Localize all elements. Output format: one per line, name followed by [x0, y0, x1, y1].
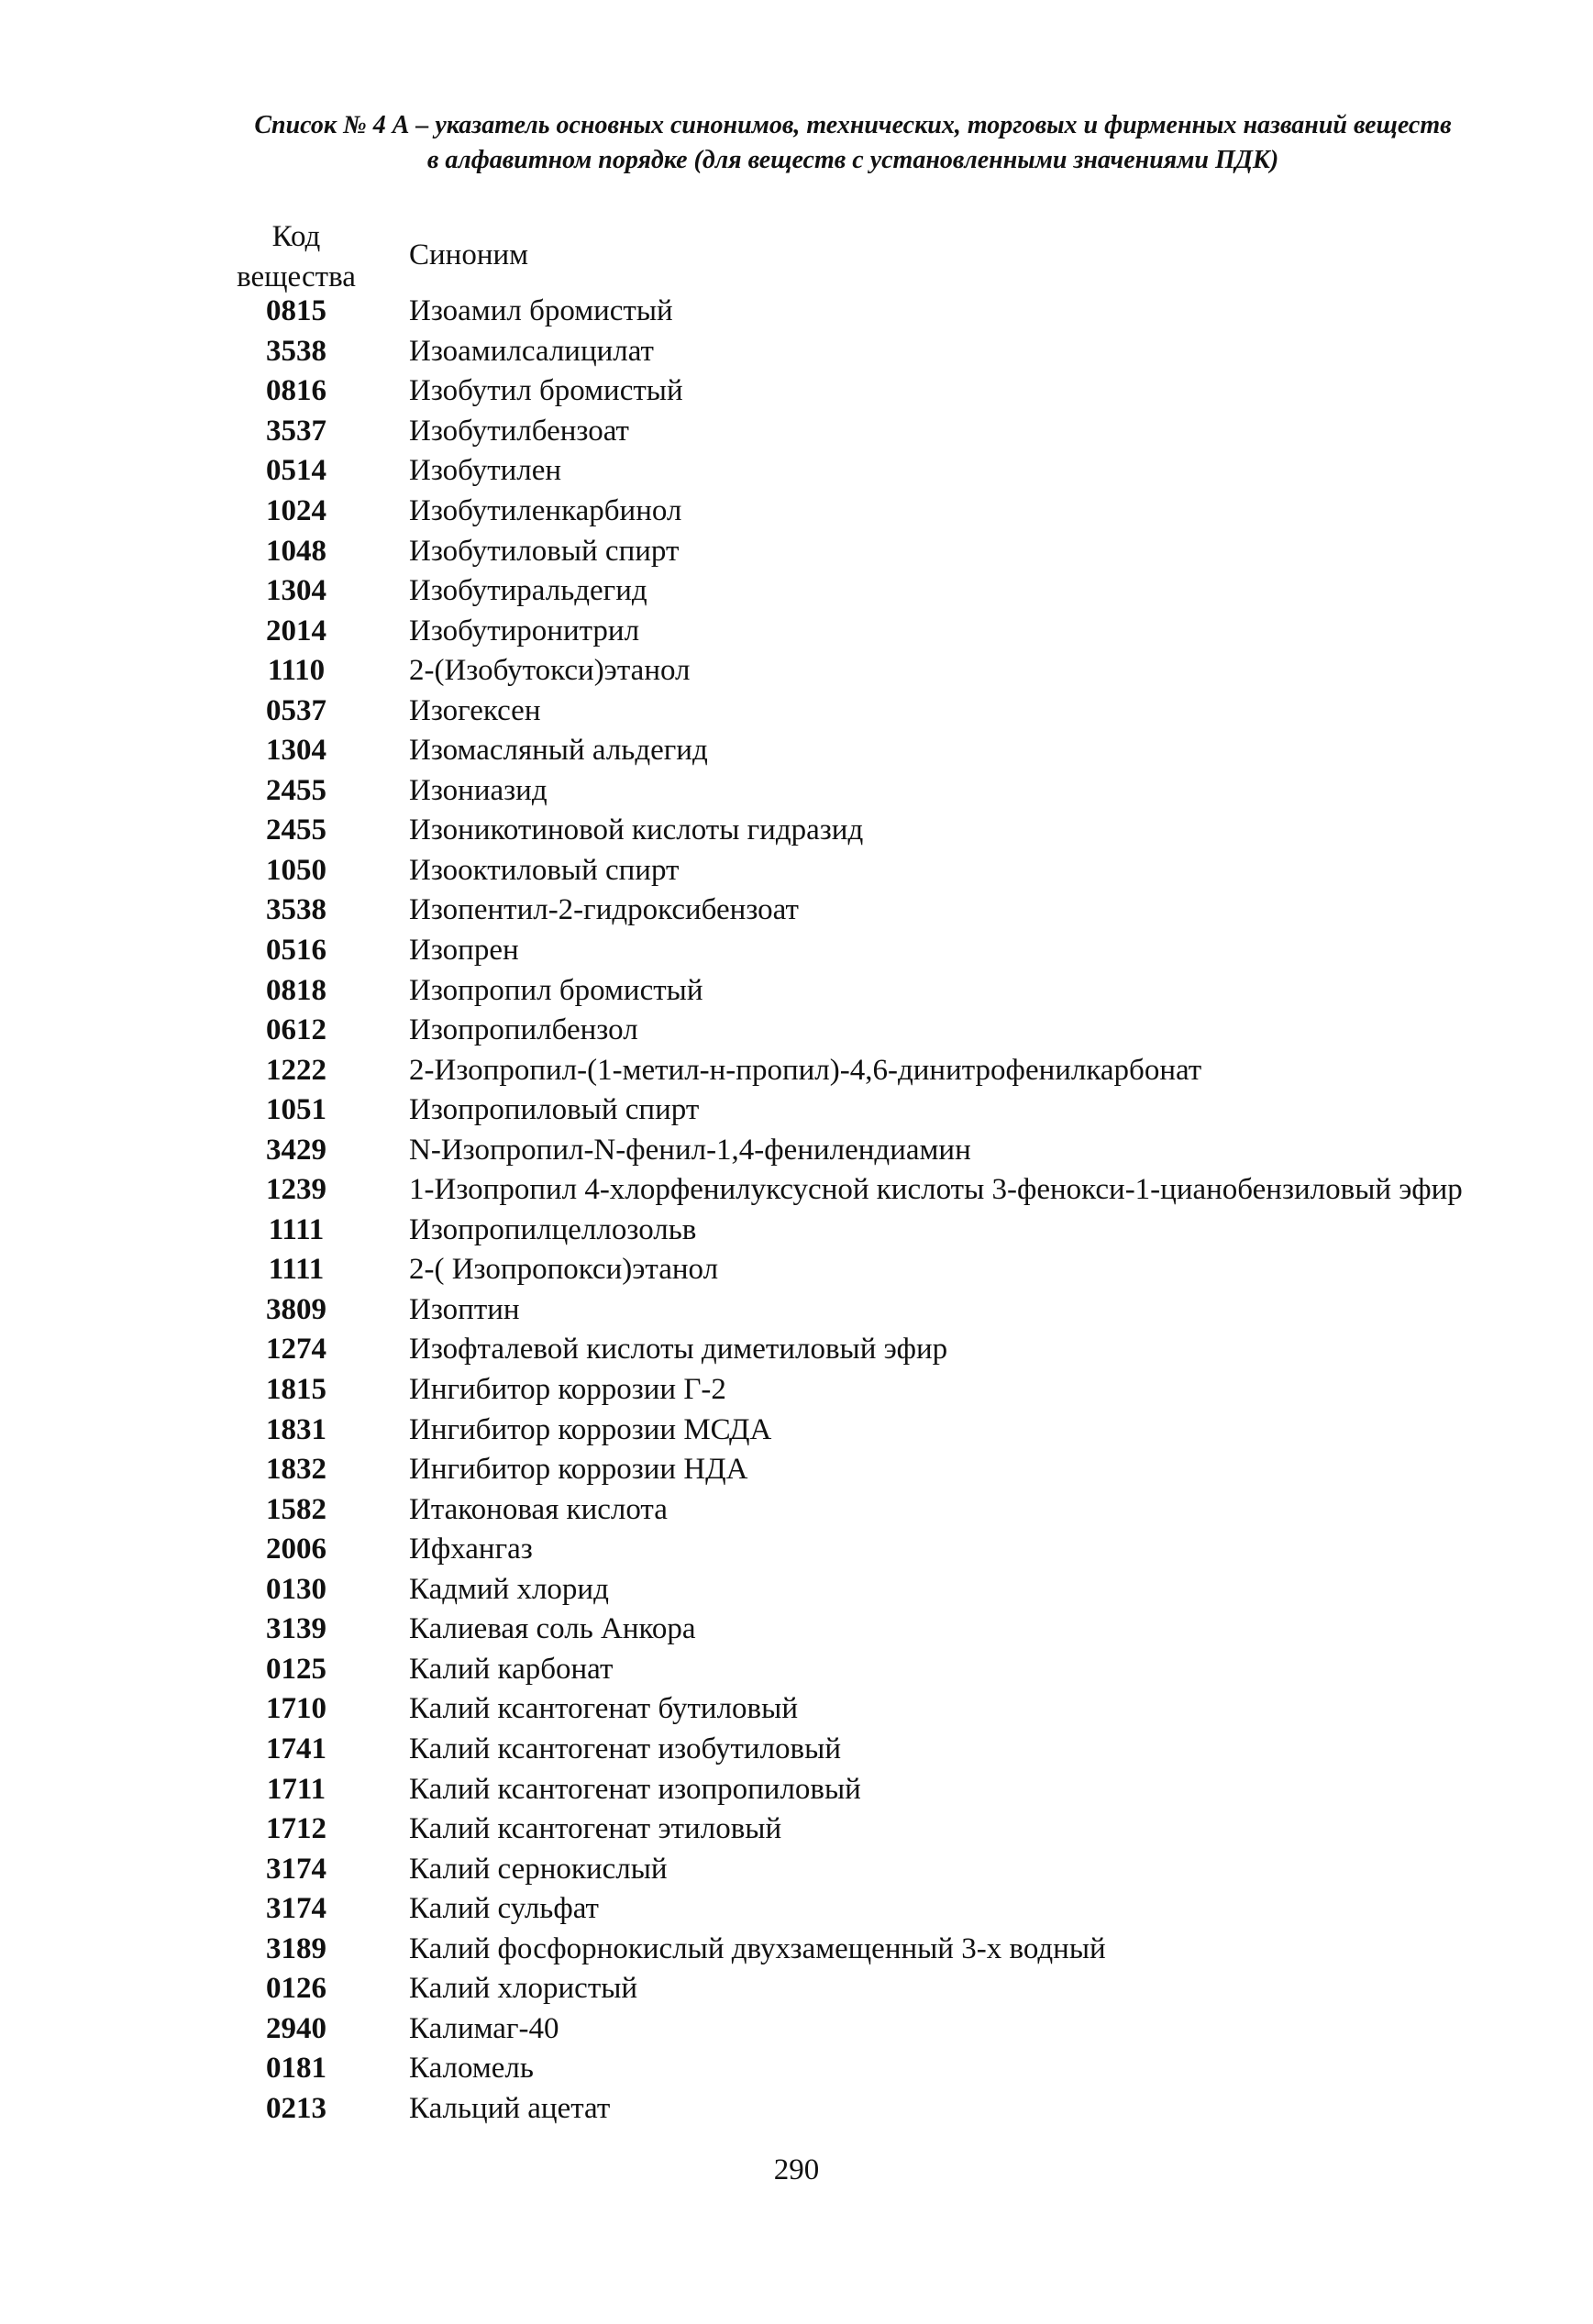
- substance-code: 1048: [266, 534, 326, 568]
- synonym-text: Изоптин: [409, 1292, 520, 1326]
- table-row: [218, 371, 1557, 412]
- synonym-text: Изобутиральдегид: [409, 574, 647, 608]
- substance-code: 0816: [266, 374, 326, 408]
- synonym-text: 2-( Изопропокси)этанол: [409, 1253, 719, 1287]
- synonym-text: Изобутиронитрил: [409, 614, 640, 647]
- header-line-1: Список № 4 А – указатель основных синонимов, технических, торговых и фирменных названий веществ: [254, 111, 1452, 139]
- table-row: [218, 1250, 1557, 1290]
- substance-code: 0537: [266, 693, 326, 727]
- synonym-table: [218, 292, 1557, 2129]
- table-row: [218, 2009, 1557, 2050]
- substance-code: 1304: [266, 574, 326, 608]
- substance-code: 3174: [266, 1892, 326, 1926]
- synonym-text: N-Изопропил-N-фенил-1,4-фенилендиамин: [409, 1133, 971, 1167]
- substance-code: 3537: [266, 414, 326, 448]
- synonym-text: Изопропилцеллозольв: [409, 1212, 697, 1246]
- table-row: [218, 1849, 1557, 1889]
- table-row: [218, 851, 1557, 891]
- substance-code: 0181: [266, 2052, 326, 2086]
- substance-code: 3189: [266, 1931, 326, 1965]
- synonym-text: Итаконовая кислота: [409, 1492, 668, 1526]
- table-row: [218, 531, 1557, 571]
- synonym-text: Ингибитор коррозии МСДА: [409, 1412, 772, 1446]
- substance-code: 1712: [266, 1812, 326, 1846]
- substance-code: 0125: [266, 1652, 326, 1686]
- substance-code: 1711: [266, 1772, 326, 1806]
- synonym-text: Кальций ацетат: [409, 2091, 611, 2125]
- substance-code: 0516: [266, 934, 326, 968]
- table-row: [218, 1011, 1557, 1051]
- substance-code: 3538: [266, 334, 326, 368]
- substance-code: 3139: [266, 1612, 326, 1646]
- substance-code: 2014: [266, 614, 326, 647]
- substance-code: 3809: [266, 1292, 326, 1326]
- table-row: [218, 651, 1557, 692]
- table-row: [218, 891, 1557, 931]
- synonym-text: Калий ксантогенат этиловый: [409, 1812, 782, 1846]
- column-header-code: Код вещества: [237, 220, 356, 293]
- synonym-text: Изониазид: [409, 773, 548, 807]
- synonym-text: Изобутиленкарбинол: [409, 494, 682, 527]
- synonym-text: 2-Изопропил-(1-метил-н-пропил)-4,6-динитрофенилкарбонат: [409, 1053, 1202, 1087]
- table-row: [218, 451, 1557, 492]
- table-row: [218, 1090, 1557, 1131]
- substance-code: 1832: [266, 1453, 326, 1487]
- table-row: [218, 1450, 1557, 1490]
- synonym-text: Калий сернокислый: [409, 1852, 668, 1886]
- synonym-text: Изооктиловый спирт: [409, 853, 680, 887]
- substance-code: 1274: [266, 1333, 326, 1367]
- table-row: [218, 1290, 1557, 1331]
- substance-code: 1831: [266, 1412, 326, 1446]
- synonym-text: Изоникотиновой кислоты гидразид: [409, 813, 864, 847]
- table-row: [218, 1530, 1557, 1570]
- synonym-text: Изопропил бромистый: [409, 973, 703, 1007]
- table-row: [218, 571, 1557, 612]
- substance-code: 0612: [266, 1013, 326, 1047]
- synonym-text: Калий хлористый: [409, 1972, 638, 2006]
- synonym-text: Каломель: [409, 2052, 534, 2086]
- synonym-text: Изогексен: [409, 693, 541, 727]
- synonym-text: Калий карбонат: [409, 1652, 614, 1686]
- table-row: [218, 691, 1557, 731]
- substance-code: 0514: [266, 454, 326, 488]
- synonym-text: Калиевая соль Анкора: [409, 1612, 696, 1646]
- substance-code: 3174: [266, 1852, 326, 1886]
- table-row: [218, 1809, 1557, 1850]
- synonym-text: Калий ксантогенат изопропиловый: [409, 1772, 861, 1806]
- substance-code: 3429: [266, 1133, 326, 1167]
- synonym-text: Изобутилбензоат: [409, 414, 629, 448]
- table-row: [218, 811, 1557, 851]
- synonym-text: Калий ксантогенат бутиловый: [409, 1692, 798, 1726]
- table-row: [218, 1170, 1557, 1211]
- substance-code: 1741: [266, 1732, 326, 1765]
- substance-code: 1024: [266, 494, 326, 527]
- table-row: [218, 2049, 1557, 2089]
- substance-code: 1815: [266, 1373, 326, 1407]
- substance-code: 1051: [266, 1093, 326, 1127]
- substance-code: 1050: [266, 853, 326, 887]
- column-header-synonym: Синоним: [409, 238, 529, 271]
- substance-code: 1111: [268, 1212, 325, 1246]
- synonym-text: Изобутилен: [409, 454, 562, 488]
- synonym-text: Изоамил бромистый: [409, 294, 673, 328]
- table-row: [218, 1370, 1557, 1411]
- substance-code: 3538: [266, 893, 326, 927]
- table-row: [218, 1410, 1557, 1450]
- substance-code: 0130: [266, 1572, 326, 1606]
- table-row: [218, 1050, 1557, 1090]
- page-header: [138, 108, 1568, 178]
- substance-code: 0213: [266, 2091, 326, 2125]
- synonym-text: Изопропилбензол: [409, 1013, 638, 1047]
- header-line-2: в алфавитном порядке (для веществ с установленными значениями ПДК): [426, 146, 1279, 174]
- table-row: [218, 1489, 1557, 1530]
- table-row: [218, 611, 1557, 651]
- table-row: [218, 1689, 1557, 1730]
- substance-code: 1304: [266, 734, 326, 768]
- substance-code: 1110: [267, 654, 326, 688]
- synonym-text: Калий сульфат: [409, 1892, 599, 1926]
- table-row: [218, 1889, 1557, 1930]
- synonym-text: Ифхангаз: [409, 1533, 533, 1566]
- synonym-text: Кадмий хлорид: [409, 1572, 609, 1606]
- synonym-text: Изопропиловый спирт: [409, 1093, 700, 1127]
- table-row: [218, 970, 1557, 1011]
- synonym-text: 2-(Изобутокси)этанол: [409, 654, 691, 688]
- table-row: [218, 771, 1557, 812]
- synonym-text: Калимаг-40: [409, 2011, 559, 2045]
- substance-code: 1222: [266, 1053, 326, 1087]
- synonym-text: Изофталевой кислоты диметиловый эфир: [409, 1333, 948, 1367]
- substance-code: 1582: [266, 1492, 326, 1526]
- synonym-text: 1-Изопропил 4-хлорфенилуксусной кислоты 3-фенокси-1-цианобензиловый эфир: [409, 1173, 1463, 1207]
- synonym-text: Калий фосфорнокислый двухзамещенный 3-х водный: [409, 1931, 1106, 1965]
- table-row: [218, 1610, 1557, 1650]
- table-row: [218, 931, 1557, 971]
- synonym-text: Калий ксантогенат изобутиловый: [409, 1732, 841, 1765]
- table-row: [218, 2089, 1557, 2130]
- table-row: [218, 292, 1557, 332]
- synonym-text: Изопентил-2-гидроксибензоат: [409, 893, 799, 927]
- table-row: [218, 1130, 1557, 1170]
- substance-code: 1710: [266, 1692, 326, 1726]
- page-number: 290: [773, 2153, 820, 2186]
- table-row: [218, 1650, 1557, 1690]
- synonym-text: Изобутил бромистый: [409, 374, 683, 408]
- table-row: [218, 412, 1557, 452]
- table-row: [218, 1330, 1557, 1370]
- substance-code: 2940: [266, 2011, 326, 2045]
- table-row: [218, 1570, 1557, 1610]
- synonym-text: Ингибитор коррозии Г-2: [409, 1373, 726, 1407]
- table-row: [218, 332, 1557, 372]
- synonym-text: Изобутиловый спирт: [409, 534, 680, 568]
- table-row: [218, 731, 1557, 771]
- table-row: [218, 1969, 1557, 2009]
- synonym-text: Изомасляный альдегид: [409, 734, 708, 768]
- synonym-text: Ингибитор коррозии НДА: [409, 1453, 748, 1487]
- substance-code: 2006: [266, 1533, 326, 1566]
- substance-code: 0818: [266, 973, 326, 1007]
- table-row: [218, 492, 1557, 532]
- table-row: [218, 1929, 1557, 1969]
- synonym-text: Изоамилсалицилат: [409, 334, 654, 368]
- table-row: [218, 1769, 1557, 1809]
- substance-code: 1239: [266, 1173, 326, 1207]
- substance-code: 1111: [268, 1253, 325, 1287]
- table-row: [218, 1211, 1557, 1251]
- substance-code: 0126: [266, 1972, 326, 2006]
- substance-code: 2455: [266, 813, 326, 847]
- substance-code: 0815: [266, 294, 326, 328]
- synonym-text: Изопрен: [409, 934, 519, 968]
- substance-code: 2455: [266, 773, 326, 807]
- table-row: [218, 1730, 1557, 1770]
